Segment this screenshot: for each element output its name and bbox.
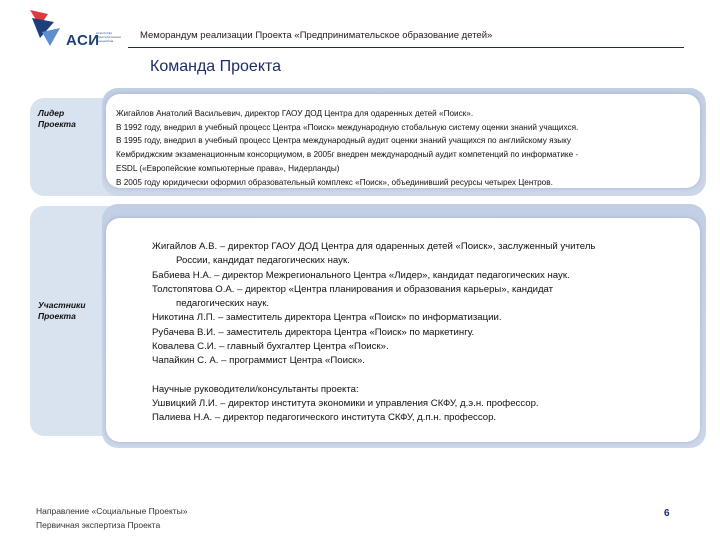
member-line: Чапайкин С. А. – программист Центра «Поиск». xyxy=(152,355,365,367)
leader-bio xyxy=(116,107,696,189)
asi-logo xyxy=(28,8,124,52)
page-title: Команда Проекта xyxy=(150,58,282,75)
logo-text: АСИ xyxy=(66,32,100,49)
footer-line1: Направление «Социальные Проекты» xyxy=(36,506,188,516)
footer xyxy=(36,504,188,532)
participants-label-line1: Участники xyxy=(38,300,86,310)
participants-label-line2: Проекта xyxy=(38,311,76,321)
advisor-line: Палиева Н.А. – директор педагогического института СКФУ, д.п.н. профессор. xyxy=(152,412,497,424)
member-line: педагогических наук. xyxy=(176,298,270,310)
member-line: Жигайлов А.В. – директор ГАОУ ДОД Центра для одаренных детей «Поиск», заслуженный учитель xyxy=(152,241,596,252)
member-line: Рубачева В.И. – заместитель директора Центра «Поиск» по маркетингу. xyxy=(152,326,475,338)
member-line: Толстопятова О.А. – директор «Центра планирования и образования карьеры», кандидат xyxy=(152,283,554,295)
leader-bio-line: Кембриджским экзаменационным консорциумом, в 2005г внедрен международный аудит компетенций по информатике - xyxy=(116,150,579,160)
leader-bio-line: ESDL («Европейские компьютерные права», Нидерланды) xyxy=(116,163,340,173)
leader-label-line1: Лидер xyxy=(38,108,65,118)
leader-bio-line: В 1992 году, внедрил в учебный процесс Центра «Поиск» международную стобальную систему оценки знаний учащихся. xyxy=(116,122,579,132)
member-line: Ковалева С.И. – главный бухгалтер Центра «Поиск». xyxy=(152,341,389,353)
leader-bio-line: Жигайлов Анатолий Васильевич, директор ГАОУ ДОД Центра для одаренных детей «Поиск». xyxy=(116,109,474,118)
leader-bio-line: В 2005 году юридически оформил образовательный комплекс «Поиск», объединивший ресурсы четырех Центров. xyxy=(116,177,553,187)
memorandum-title: Меморандум реализации Проекта «Предпринимательское образование детей» xyxy=(140,30,493,41)
leader-label-line2: Проекта xyxy=(38,119,76,129)
asi-logo-icon xyxy=(28,8,62,48)
spacer xyxy=(152,369,692,383)
member-line: России, кандидат педагогических наук. xyxy=(176,255,350,267)
member-line: Бабиева Н.А. – директор Межрегионального Центра «Лидер», кандидат педагогических наук. xyxy=(152,269,570,281)
member-line: Никотина Л.П. – заместитель директора Центра «Поиск» по информатизации. xyxy=(152,312,502,324)
leader-bio-line: В 1995 году, внедрил в учебный процесс Центра международный аудит оценки знаний учащихся по английскому языку xyxy=(116,136,571,146)
header-divider xyxy=(128,47,684,48)
leader-label xyxy=(38,108,76,130)
footer-line2: Первичная экспертиза Проекта xyxy=(36,520,161,530)
participants-label xyxy=(38,300,86,322)
page-number: 6 xyxy=(664,508,670,519)
advisors-heading: Научные руководители/консультанты проекта: xyxy=(152,383,359,395)
advisor-line: Ушвицкий Л.И. – директор института экономики и управления СКФУ, д.э.н. профессор. xyxy=(152,397,539,409)
participants-list xyxy=(152,240,692,426)
logo-subtitle: Агентство стратегических инициатив xyxy=(96,31,122,43)
